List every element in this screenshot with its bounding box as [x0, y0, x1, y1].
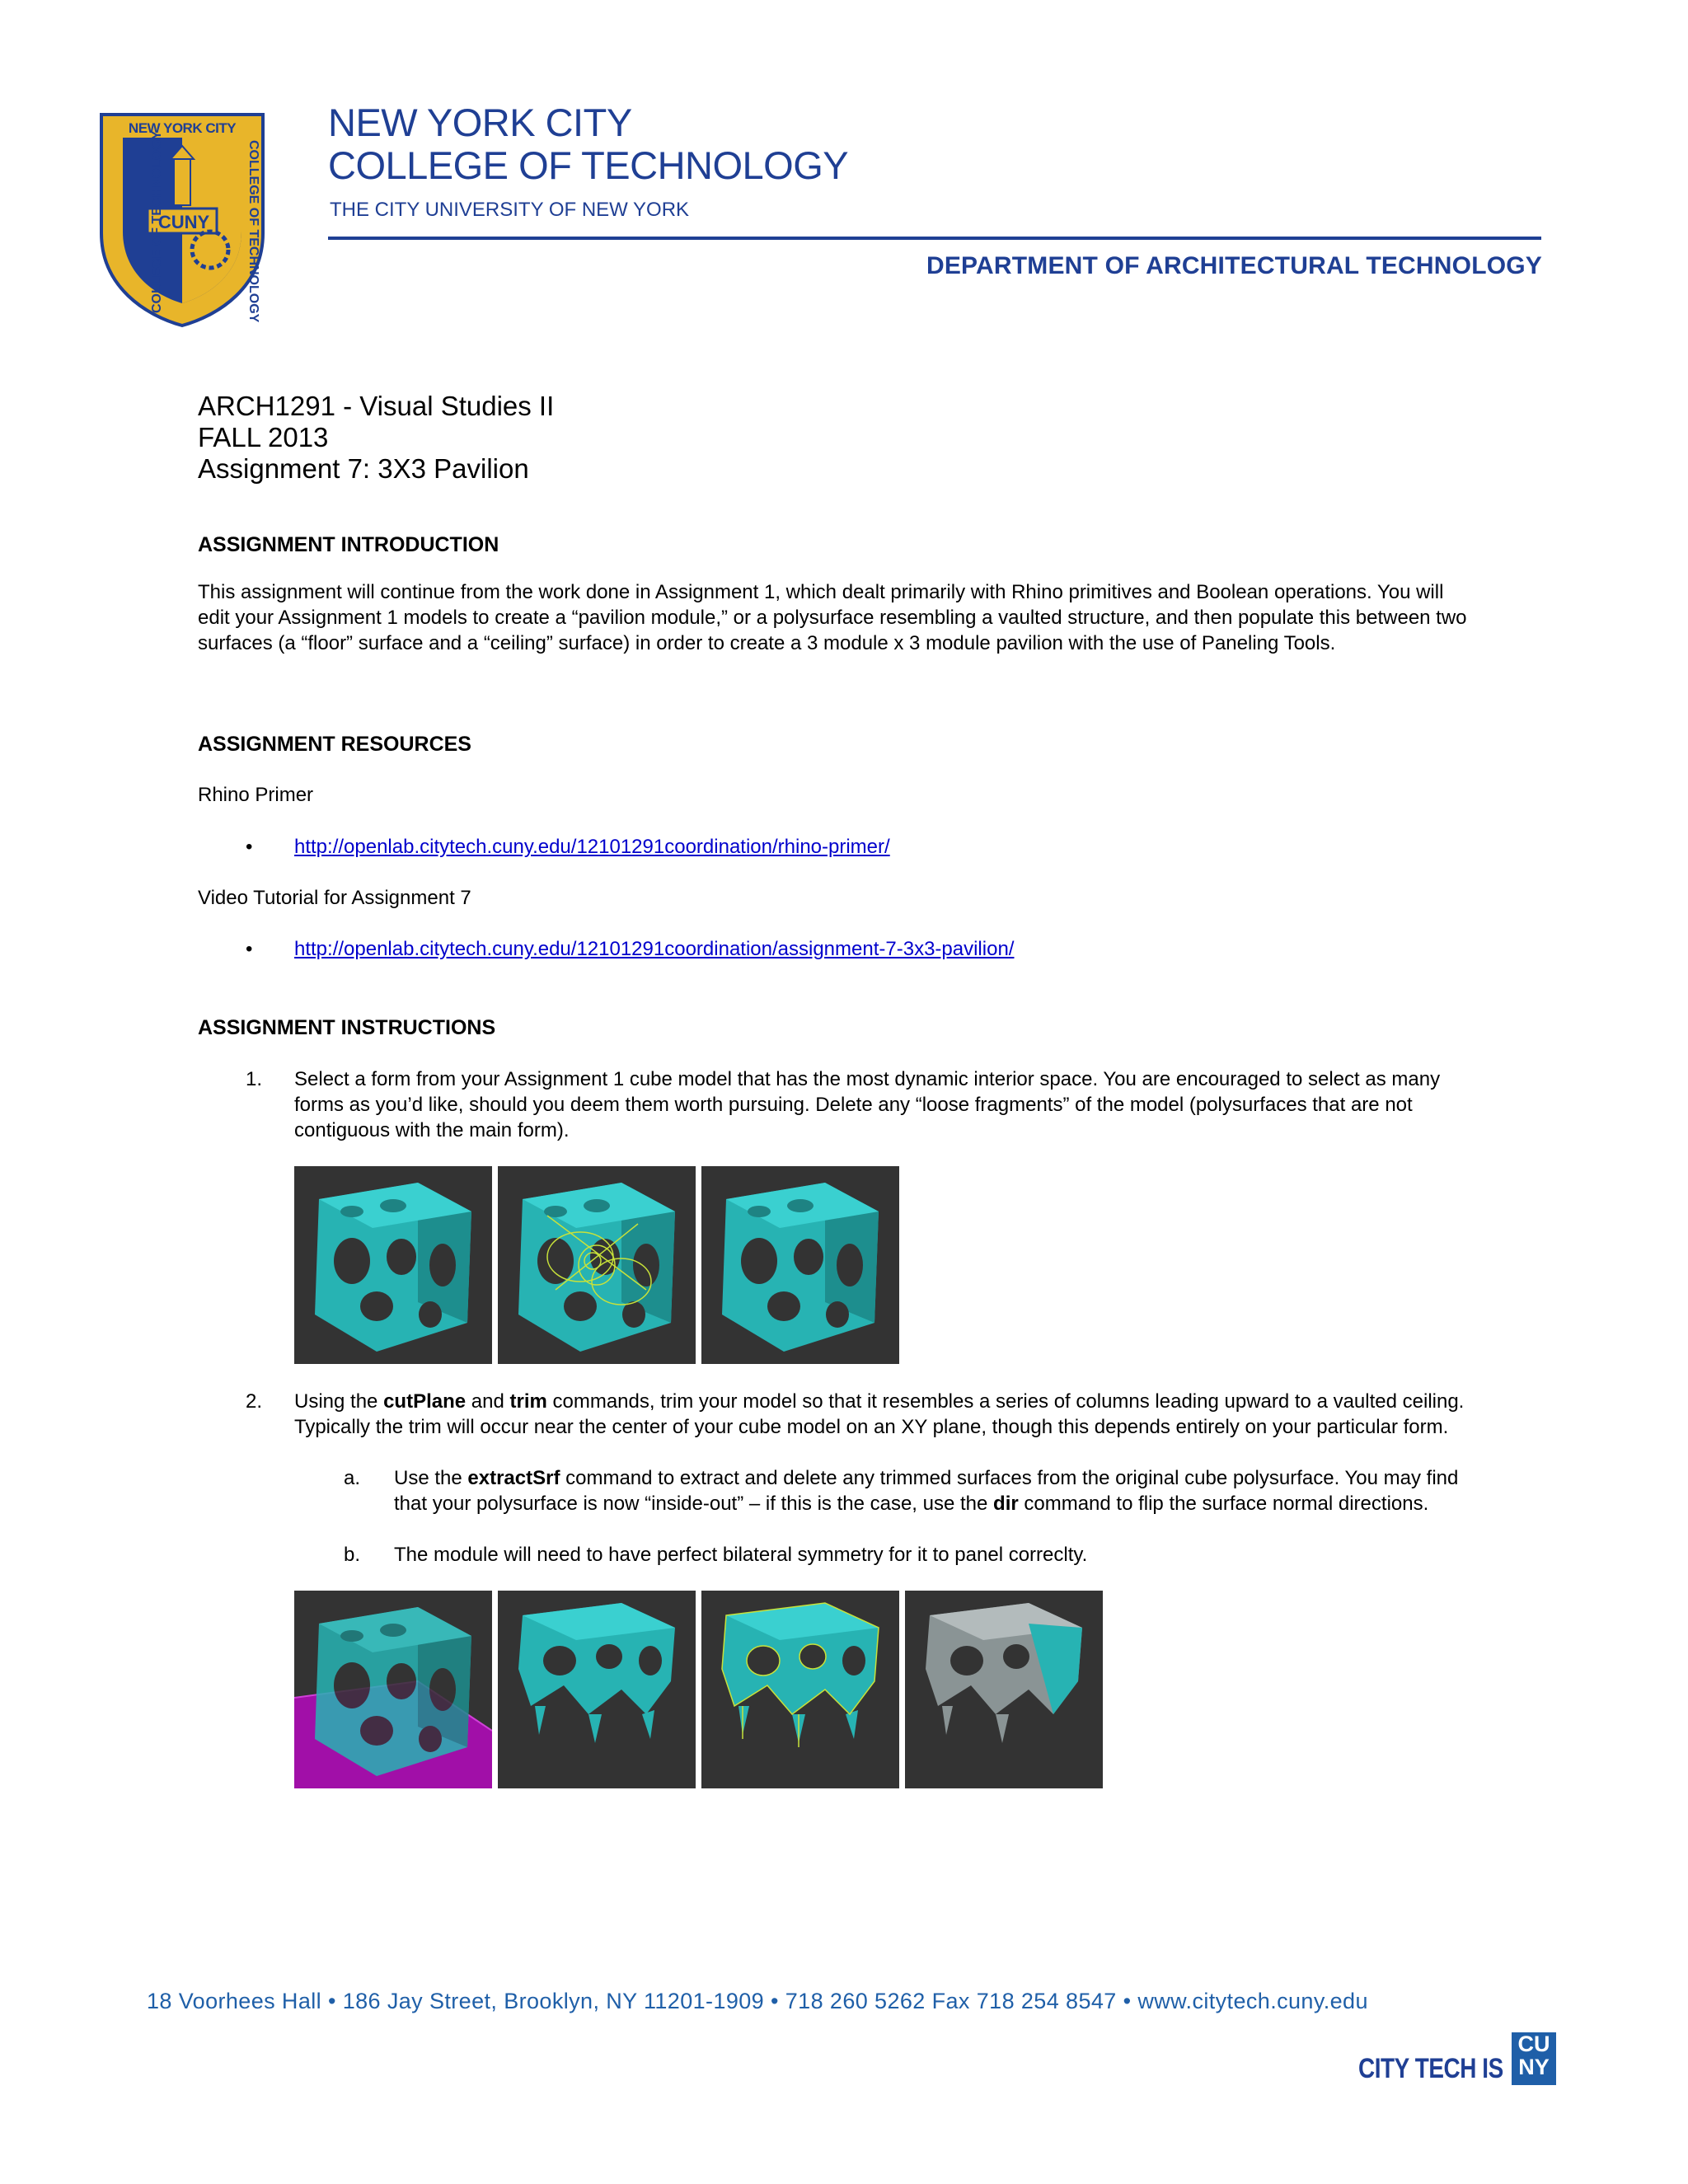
cuny-logo-box: CU NY	[1512, 2032, 1556, 2085]
step2a-text: Use the extractSrf command to extract and delete any trimmed surfaces from the original cube polysurface. You may find that your polysurface is now “inside-out” – if this is the case, use the dir command to flip the surface normal directions.	[394, 1467, 1459, 1515]
video-link[interactable]: http://openlab.citytech.cuny.edu/12101291coordination/assignment-7-3x3-pavilion/	[294, 938, 1015, 960]
step1-image-1	[294, 1166, 492, 1364]
primer-label: Rhino Primer	[198, 784, 314, 806]
seal-ring-right: COLLEGE OF TECHNOLOGY	[246, 140, 260, 323]
bullet-video: •	[246, 938, 253, 960]
step2-image-4	[905, 1591, 1103, 1788]
step1-image-3	[701, 1166, 899, 1364]
bullet-primer: •	[246, 836, 253, 858]
seal-center: CUNY	[157, 212, 210, 232]
step1-image-2	[498, 1166, 696, 1364]
step2-image-2	[498, 1591, 696, 1788]
institution-name-line1: NEW YORK CITY	[328, 101, 632, 144]
trim-command: trim	[509, 1390, 547, 1413]
department-name: DEPARTMENT OF ARCHITECTURAL TECHNOLOGY	[926, 252, 1542, 279]
step1-text: Select a form from your Assignment 1 cube model that has the most dynamic interior space. You are encouraged to select as many forms as you’d like, should you deem them worth pursuing. Delete any “loose fragments” of the model (polysurfaces that are not contiguous with the main form).	[294, 1068, 1441, 1141]
seal-ring-top: NEW YORK CITY	[128, 120, 237, 136]
step2-image-1	[294, 1591, 492, 1788]
intro-paragraph: This assignment will continue from the work done in Assignment 1, which dealt primarily with Rhino primitives and Boolean operations. You will edit your Assignment 1 models to create a “pavilion module,” or a polysurface resembling a vaulted structure, and then populate this between two surfaces (a “floor” surface and a “ceiling” surface) in order to create a 3 module x 3 module pavilion with the use of Paneling Tools.	[198, 581, 1467, 654]
extractsrf-command: extractSrf	[467, 1467, 560, 1489]
header-rule	[328, 237, 1541, 240]
primer-link[interactable]: http://openlab.citytech.cuny.edu/12101291coordination/rhino-primer/	[294, 836, 890, 858]
step2b-label: b.	[344, 1544, 361, 1566]
step2-number: 2.	[246, 1390, 263, 1413]
instructions-heading: ASSIGNMENT INSTRUCTIONS	[198, 1016, 496, 1039]
step1-number: 1.	[246, 1068, 263, 1090]
cutplane-command: cutPlane	[383, 1390, 467, 1413]
step2-image-3	[701, 1591, 899, 1788]
footer-address: 18 Voorhees Hall • 186 Jay Street, Brooklyn, NY 11201-1909 • 718 260 5262 Fax 718 254 8547 • www.citytech.cuny.edu	[147, 1989, 1368, 2013]
intro-heading: ASSIGNMENT INTRODUCTION	[198, 533, 499, 556]
video-label: Video Tutorial for Assignment 7	[198, 887, 471, 909]
step2a-label: a.	[344, 1467, 361, 1489]
institution-subtitle: THE CITY UNIVERSITY OF NEW YORK	[330, 199, 690, 221]
resources-heading: ASSIGNMENT RESOURCES	[198, 733, 471, 756]
seal-ring-left: COLLEGE OF TECHNOLOGY	[150, 130, 164, 313]
institution-name-line2: COLLEGE OF TECHNOLOGY	[328, 143, 849, 187]
assignment-title: Assignment 7: 3X3 Pavilion	[198, 453, 529, 484]
step2-text: Using the cutPlane and trim commands, trim your model so that it resembles a series of columns leading upward to a vaulted ceiling. Typically the trim will occur near the center of your cube model on an XY plane, though this depends entirely on your particular form.	[294, 1390, 1465, 1438]
step2b-text: The module will need to have perfect bilateral symmetry for it to panel correclty.	[394, 1544, 1088, 1566]
city-tech-logo-text: CITY TECH IS	[1358, 2053, 1503, 2084]
course-code-title: ARCH1291 - Visual Studies II	[198, 391, 555, 421]
course-term: FALL 2013	[198, 422, 329, 452]
dir-command: dir	[993, 1493, 1019, 1515]
